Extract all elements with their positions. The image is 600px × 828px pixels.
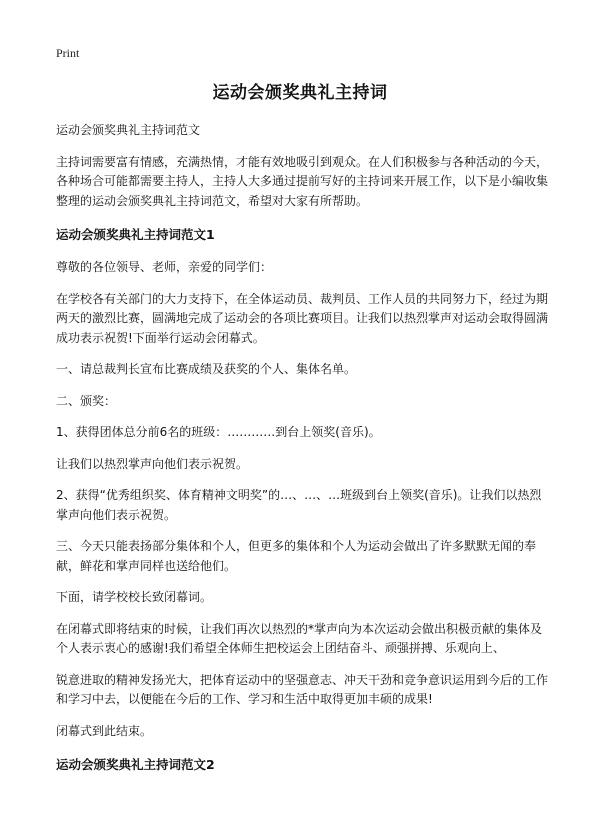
award-item-2: 2、获得“优秀组织奖、体育精神文明奖”的…、…、…班级到台上领奖(音乐)。让我们以热烈掌声向他们表示祝贺。 [56, 488, 542, 522]
section-heading-2: 运动会颁奖典礼主持词范文2 [56, 757, 215, 772]
closing-paragraph-1: 在闭幕式即将结束的时候，让我们再次以热烈的*掌声向为本次运动会做出积极贡献的集体及个人表示衷心的感谢!我们希望全体师生把校运会上团结奋斗、顽强拼搏、乐观向上、 [56, 621, 543, 655]
section-heading-1: 运动会颁奖典礼主持词范文1 [56, 227, 215, 242]
greeting-paragraph: 尊敬的各位领导、老师，亲爱的同学们： [56, 260, 273, 274]
article-subtitle: 运动会颁奖典礼主持词范文 [56, 123, 201, 137]
congrats-paragraph: 让我们以热烈掌声向他们表示祝贺。 [56, 456, 249, 471]
list-item-2: 二、颁奖： [56, 393, 117, 408]
intro-paragraph: 主持词需要富有情感，充满热情，才能有效地吸引到观众。在人们积极参与各种活动的今天，各种场合可能都需要主持人，主持人大多通过提前写好的主持词来开展工作，以下是小编收集整理的运动会颁奖典礼主持词范文，希望对大家有所帮助。 [56, 154, 549, 208]
end-paragraph: 闭幕式到此结束。 [56, 723, 153, 738]
opening-paragraph: 在学校各有关部门的大力支持下，在全体运动员、裁判员、工作人员的共同努力下，经过为期两天的激烈比赛，圆满地完成了运动会的各项比赛项目。让我们以热烈掌声对运动会取得圆满成功表示祝贺!下面举行运动会闭幕式。 [56, 291, 549, 345]
print-link[interactable]: Print [56, 46, 80, 60]
closing-paragraph-2: 锐意进取的精神发扬光大，把体育运动中的坚强意志、冲天干劲和竞争意识运用到今后的工作和学习中去，以便能在今后的工作、学习和生活中取得更加丰硕的成果! [56, 672, 549, 706]
list-item-1: 一、请总裁判长宣布比赛成绩及获奖的个人、集体名单。 [56, 362, 357, 376]
list-item-3: 三、今天只能表扬部分集体和个人，但更多的集体和个人为运动会做出了许多默默无闻的奉献，鲜花和掌声同样也送给他们。 [56, 539, 537, 573]
article-body [56, 121, 552, 788]
award-item-1: 1、获得团体总分前6名的班级：…………到台上领奖(音乐)。 [56, 425, 381, 439]
next-paragraph: 下面，请学校校长致闭幕词。 [56, 590, 213, 604]
page-title: 运动会颁奖典礼主持词 [212, 83, 388, 103]
